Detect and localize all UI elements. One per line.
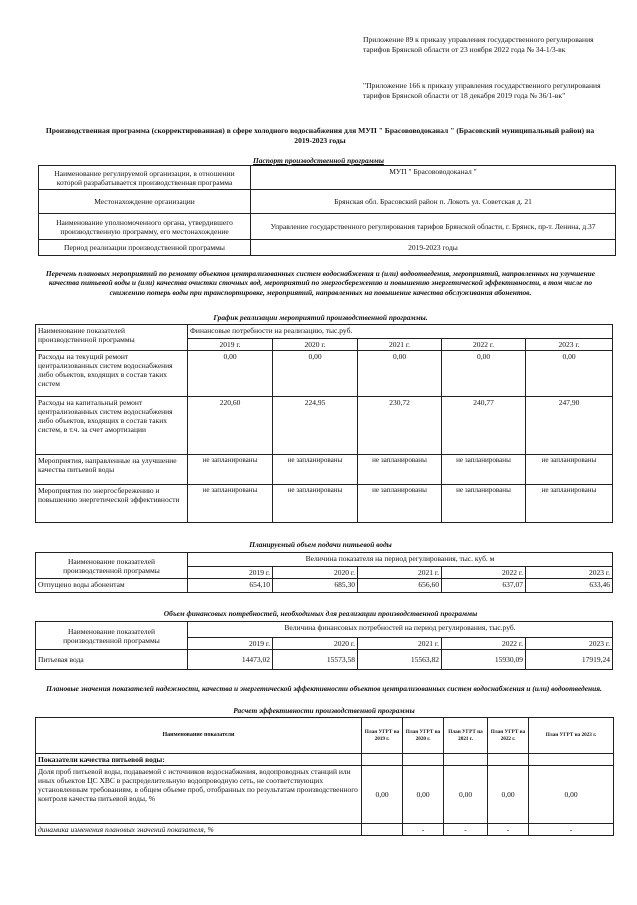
table-cell: - xyxy=(529,824,614,836)
table-cell: 220,60 xyxy=(188,397,273,455)
year-header: 2019 г. xyxy=(188,567,273,579)
passport-label: Наименование регулируемой организации, в отношении которой разрабатывается производственная программа xyxy=(39,166,251,190)
finance-table xyxy=(35,621,613,670)
passport-heading: Паспорт производственной программы xyxy=(253,156,384,165)
row-label: Отпущено воды абонентам xyxy=(36,579,188,593)
table-header-row xyxy=(36,622,613,638)
document-title: Производственная программа (скорректированная) в сфере холодного водоснабжения для МУП " Брасововодоканал " (Брасовский муниципальный район) на 2019-2023 годы xyxy=(45,126,595,145)
row-label: динамика изменения плановых значений показателя, % xyxy=(36,824,362,836)
table-cell: 14473,02 xyxy=(188,650,273,670)
table-cell: 0,00 xyxy=(442,351,526,397)
table-cell: 0,00 xyxy=(488,766,529,824)
year-header: План УГРТ на 2021 г. xyxy=(444,718,488,754)
table-header-row xyxy=(36,718,614,754)
year-header: 2020 г. xyxy=(273,567,358,579)
reliability-subheading: Расчет эффективности производственной программы xyxy=(233,706,415,715)
table-row xyxy=(36,824,614,836)
year-header: 2022 г. xyxy=(442,339,526,351)
table-row xyxy=(39,240,616,256)
table-cell: 247,90 xyxy=(526,397,613,455)
table-cell: - xyxy=(488,824,529,836)
row-label: Мероприятия по энергосбережению и повышению энергетической эффективности xyxy=(36,485,188,523)
column-header-indicator: Наименование показателей производственной программы xyxy=(36,325,188,351)
year-header: 2023 г. xyxy=(526,567,613,579)
passport-label: Местонахождение организации xyxy=(39,190,251,214)
year-header: План УГРТ на 2023 г. xyxy=(529,718,614,754)
table-cell: 15930,09 xyxy=(442,650,526,670)
column-group-header: Финансовые потребности на реализацию, тыс.руб. xyxy=(188,325,613,339)
table-row xyxy=(36,455,613,485)
table-cell: 230,72 xyxy=(358,397,442,455)
table-cell: не запланированы xyxy=(188,485,273,523)
table-cell: - xyxy=(403,824,444,836)
table-cell: 656,60 xyxy=(358,579,442,593)
column-header-indicator: Наименование показателей производственной программы xyxy=(36,622,188,650)
table-row xyxy=(39,166,616,190)
measures-heading: Перечень плановых мероприятий по ремонту объектов централизованных систем водоснабжения и (или) водоотведения, мероприятий, направленных на улучшение качества питьевой воды и (или) качества очистки сточных вод, мероприятий по энергосбережению и повышению энергетической эффективности, в том числе по снижению потерь воды при транспортировке, мероприятий, направленных на повышение качества обслуживания абонентов. xyxy=(45,269,596,297)
passport-value: Управление государственного регулирования тарифов Брянской области, г. Брянск, пр-т. Ленина, д.37 xyxy=(251,214,616,240)
table-cell: 0,00 xyxy=(358,351,442,397)
year-header: 2021 г. xyxy=(358,339,442,351)
row-label: Доля проб питьевой воды, подаваемой с источников водоснабжения, водопроводных станций или иных объектов ЦС ХВС в распределительную водопроводную сеть, не соответствующих установленным требованиям, в общем объеме проб, отобранных по результатам производственного контроля качества питьевой воды, % xyxy=(36,766,362,824)
year-header: План УГРТ на 2020 г. xyxy=(403,718,444,754)
table-cell: 654,10 xyxy=(188,579,273,593)
table-cell: 0,00 xyxy=(362,766,403,824)
table-cell: не запланированы xyxy=(442,455,526,485)
table-cell: не запланированы xyxy=(273,485,358,523)
passport-label: Период реализации производственной программы xyxy=(39,240,251,256)
year-header: 2019 г. xyxy=(188,339,273,351)
year-header: План УГРТ на 2022 г. xyxy=(488,718,529,754)
volume-table xyxy=(35,552,613,593)
reliability-table xyxy=(35,717,614,836)
table-cell: 0,00 xyxy=(188,351,273,397)
passport-label: Наименование уполномоченного органа, утвердившего производственную программу, его местонахождение xyxy=(39,214,251,240)
volume-heading: Планируемый объем подачи питьевой воды xyxy=(249,540,392,549)
table-row xyxy=(36,650,613,670)
year-header: 2021 г. xyxy=(358,567,442,579)
table-cell xyxy=(403,754,444,766)
column-header-indicator: Наименование показателей производственной программы xyxy=(36,553,188,579)
table-cell: 637,07 xyxy=(442,579,526,593)
year-header: 2021 г. xyxy=(358,638,442,650)
table-cell: не запланированы xyxy=(526,455,613,485)
table-cell: 240,77 xyxy=(442,397,526,455)
table-cell: 17919,24 xyxy=(526,650,613,670)
table-cell: 15563,82 xyxy=(358,650,442,670)
table-row xyxy=(36,485,613,523)
year-header: 2020 г. xyxy=(273,339,358,351)
table-row xyxy=(36,397,613,455)
table-row xyxy=(36,754,614,766)
order-reference: Приложение 89 к приказу управления государственного регулирования тарифов Брянской области от 23 ноября 2022 года № 34-1/3-вк xyxy=(363,35,594,55)
table-cell: не запланированы xyxy=(442,485,526,523)
table-cell: 0,00 xyxy=(529,766,614,824)
table-cell: 633,46 xyxy=(526,579,613,593)
table-cell: 224,95 xyxy=(273,397,358,455)
year-header: 2023 г. xyxy=(526,638,613,650)
section-label: Показатели качества питьевой воды: xyxy=(36,754,362,766)
row-label: Мероприятия, направленные на улучшение качества питьевой воды xyxy=(36,455,188,485)
table-row xyxy=(36,766,614,824)
year-header: План УГРТ на 2019 г. xyxy=(362,718,403,754)
column-group-header: Величина показателя на период регулирования, тыс. куб. м xyxy=(188,553,613,567)
table-cell: не запланированы xyxy=(358,485,442,523)
table-row xyxy=(36,351,613,397)
year-header: 2022 г. xyxy=(442,638,526,650)
table-cell: 0,00 xyxy=(403,766,444,824)
table-cell: 15573,58 xyxy=(273,650,358,670)
table-cell: 685,30 xyxy=(273,579,358,593)
column-group-header: Величина финансовых потребностей на период регулирования, тыс.руб. xyxy=(188,622,613,638)
year-header: 2022 г. xyxy=(442,567,526,579)
reliability-heading: Плановые значения показателей надежности, качества и энергетической эффективности объектов централизованных систем водоснабжения и (или) водоотведения. xyxy=(46,684,602,693)
passport-value: МУП " Брасововодоканал " xyxy=(251,166,616,190)
table-cell xyxy=(529,754,614,766)
table-cell: не запланированы xyxy=(526,485,613,523)
appendix-reference: "Приложение 166 к приказу управления государственного регулирования тарифов Брянской области от 18 декабря 2019 года № 36/1-вк" xyxy=(363,81,601,101)
table-cell xyxy=(444,754,488,766)
table-cell xyxy=(362,754,403,766)
year-header: 2023 г. xyxy=(526,339,613,351)
table-header-row xyxy=(36,553,613,567)
table-cell: не запланированы xyxy=(273,455,358,485)
table-cell: 0,00 xyxy=(526,351,613,397)
passport-value: Брянская обл. Брасовский район п. Локоть ул. Советская д. 21 xyxy=(251,190,616,214)
table-cell: 0,00 xyxy=(273,351,358,397)
year-header: 2019 г. xyxy=(188,638,273,650)
row-label: Питьевая вода xyxy=(36,650,188,670)
table-cell: не запланированы xyxy=(358,455,442,485)
table-row xyxy=(39,214,616,240)
table-row xyxy=(39,190,616,214)
passport-value: 2019-2023 годы xyxy=(251,240,616,256)
row-label: Расходы на текущий ремонт централизованных систем водоснабжения либо объектов, входящих в состав таких систем xyxy=(36,351,188,397)
finance-heading: Объем финансовых потребностей, необходимых для реализации производственной программы xyxy=(163,609,478,618)
table-cell xyxy=(362,824,403,836)
table-cell: 0,00 xyxy=(444,766,488,824)
table-header-row xyxy=(36,325,613,339)
passport-table xyxy=(38,165,616,256)
measures-table xyxy=(35,324,613,523)
table-cell xyxy=(488,754,529,766)
table-cell: не запланированы xyxy=(188,455,273,485)
table-cell: - xyxy=(444,824,488,836)
column-header-indicator: Наименование показатели xyxy=(36,718,362,754)
measures-subheading: График реализации мероприятий производственной программы. xyxy=(213,313,428,322)
year-header: 2020 г. xyxy=(273,638,358,650)
table-row xyxy=(36,579,613,593)
row-label: Расходы на капитальный ремонт централизованных систем водоснабжения либо объектов, входящих в состав таких систем, в т.ч. за счет амортизации xyxy=(36,397,188,455)
